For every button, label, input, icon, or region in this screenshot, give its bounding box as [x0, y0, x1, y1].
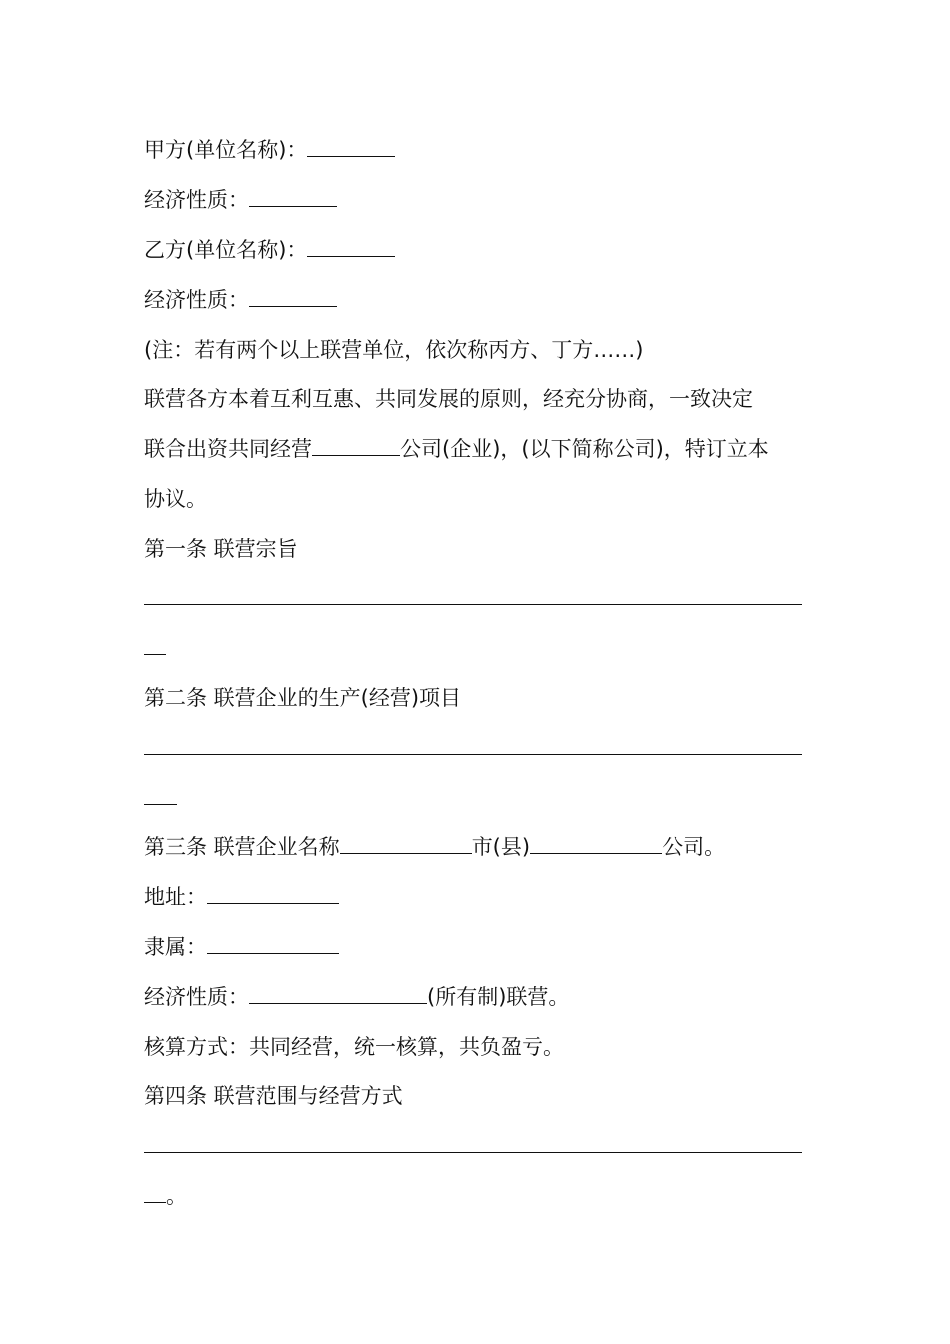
party-a-blank[interactable] [307, 155, 395, 157]
article-2-blank-tail[interactable] [144, 803, 177, 805]
article-2-blank[interactable] [144, 753, 802, 755]
article-4-end: 。 [166, 1184, 187, 1208]
article-4-blank-line-2 [144, 1184, 824, 1208]
enterprise-name-blank[interactable] [530, 852, 662, 854]
party-b-blank[interactable] [307, 255, 395, 257]
article-1-blank-line-1 [144, 586, 824, 610]
affiliation-label: 隶属： [144, 935, 207, 959]
article-1-title: 第一条 联营宗旨 [144, 537, 298, 561]
company-name-blank[interactable] [312, 454, 400, 456]
article-1-blank-tail[interactable] [144, 653, 166, 655]
article-2-blank-line-1 [144, 736, 824, 760]
party-a-nature-blank[interactable] [249, 205, 337, 207]
article-3-title: 第三条 联营企业名称 [144, 835, 340, 859]
party-a-nature-label: 经济性质： [144, 188, 249, 212]
address-line [144, 885, 824, 909]
accounting-line: 核算方式：共同经营，统一核算，共负盈亏。 [144, 1035, 564, 1059]
party-b-line [144, 238, 824, 262]
article-2-blank-line-2 [144, 786, 824, 810]
article-3-mid: 市(县) [471, 835, 531, 859]
intro-line-1: 联营各方本着互利互惠、共同发展的原则，经充分协商，一致决定 [144, 387, 753, 411]
article-2-title: 第二条 联营企业的生产(经营)项目 [144, 686, 462, 710]
article-4-blank[interactable] [144, 1151, 802, 1153]
party-b-label: 乙方(单位名称)： [144, 238, 308, 262]
article-1-blank[interactable] [144, 603, 802, 605]
party-b-nature-line [144, 288, 824, 312]
article-4-blank-tail[interactable] [144, 1201, 166, 1203]
party-a-label: 甲方(单位名称)： [144, 138, 308, 162]
intro-line-2 [144, 437, 824, 461]
nature-blank[interactable] [249, 1002, 427, 1004]
article-1-blank-line-2 [144, 636, 824, 660]
article-3-end: 公司。 [662, 835, 726, 859]
address-blank[interactable] [207, 902, 339, 904]
party-b-nature-label: 经济性质： [144, 288, 249, 312]
article-4-title: 第四条 联营范围与经营方式 [144, 1084, 403, 1108]
affiliation-line [144, 935, 824, 959]
city-blank[interactable] [340, 852, 472, 854]
nature-line [144, 985, 824, 1009]
note-line: (注：若有两个以上联营单位，依次称丙方、丁方……) [144, 338, 644, 362]
nature-suffix: (所有制)联营。 [427, 985, 570, 1009]
intro-line-2-post: 公司(企业)，(以下简称公司)，特订立本 [400, 437, 769, 461]
article-4-blank-line-1 [144, 1134, 824, 1158]
nature-label: 经济性质： [144, 985, 249, 1009]
address-label: 地址： [144, 885, 207, 909]
affiliation-blank[interactable] [207, 952, 339, 954]
intro-line-3: 协议。 [144, 487, 207, 511]
party-a-nature-line [144, 188, 824, 212]
party-b-nature-blank[interactable] [249, 305, 337, 307]
intro-line-2-pre: 联合出资共同经营 [144, 437, 312, 461]
article-3-title-line [144, 835, 824, 859]
party-a-line [144, 138, 824, 162]
